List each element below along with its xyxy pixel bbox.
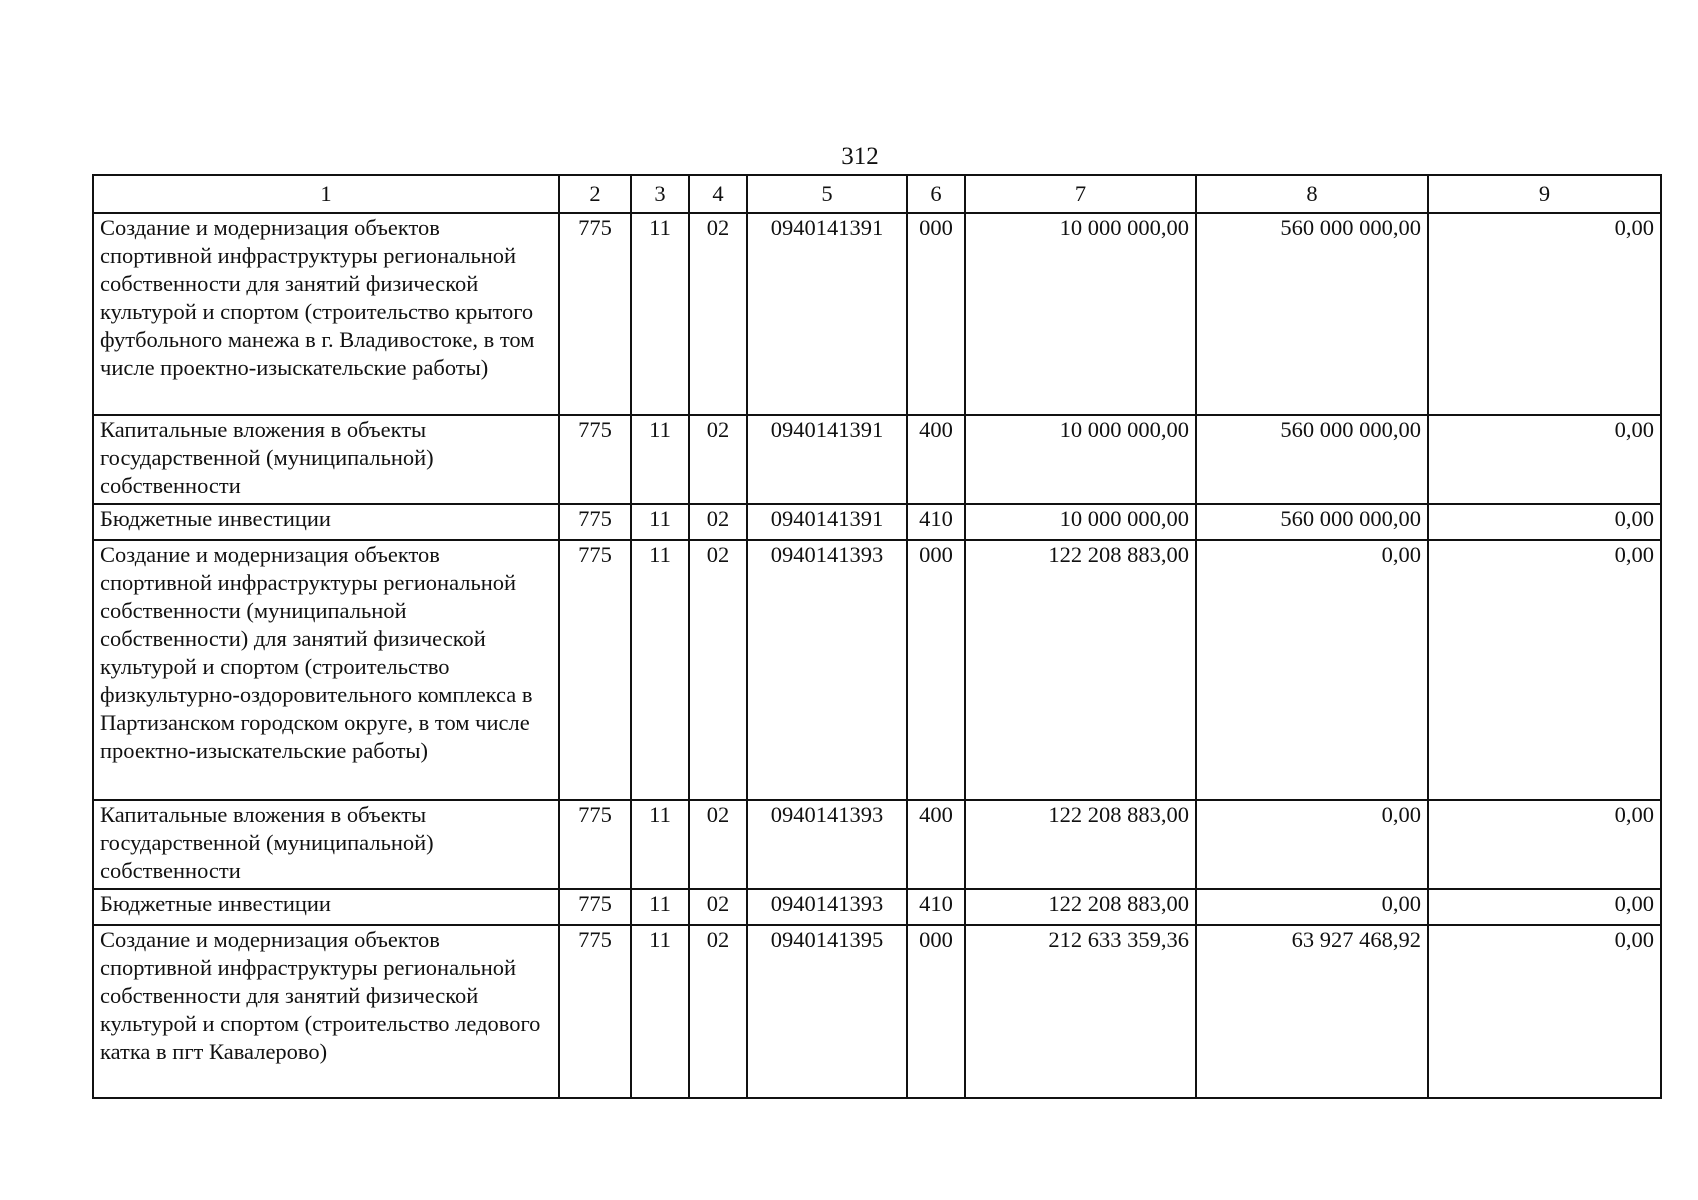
expense-type-code: 410 xyxy=(907,504,965,540)
ministry-code: 775 xyxy=(559,504,631,540)
table-row xyxy=(93,889,1661,925)
ministry-code: 775 xyxy=(559,213,631,415)
subsection-code: 02 xyxy=(689,213,747,415)
amount-col-8: 560 000 000,00 xyxy=(1196,504,1428,540)
section-code: 11 xyxy=(631,540,689,800)
amount-col-8: 0,00 xyxy=(1196,540,1428,800)
table-row xyxy=(93,925,1661,1098)
target-article-code: 0940141391 xyxy=(747,213,907,415)
section-code: 11 xyxy=(631,213,689,415)
table-row xyxy=(93,415,1661,504)
header-col-3: 3 xyxy=(631,175,689,213)
amount-col-9: 0,00 xyxy=(1428,504,1661,540)
subsection-code: 02 xyxy=(689,889,747,925)
amount-col-7: 10 000 000,00 xyxy=(965,415,1196,504)
subsection-code: 02 xyxy=(689,415,747,504)
target-article-code: 0940141391 xyxy=(747,504,907,540)
section-code: 11 xyxy=(631,415,689,504)
expense-type-code: 000 xyxy=(907,540,965,800)
table-row xyxy=(93,540,1661,800)
amount-col-9: 0,00 xyxy=(1428,889,1661,925)
ministry-code: 775 xyxy=(559,540,631,800)
amount-col-7: 10 000 000,00 xyxy=(965,213,1196,415)
header-col-4: 4 xyxy=(689,175,747,213)
row-name: Бюджетные инвестиции xyxy=(93,504,559,540)
amount-col-7: 10 000 000,00 xyxy=(965,504,1196,540)
ministry-code: 775 xyxy=(559,415,631,504)
ministry-code: 775 xyxy=(559,889,631,925)
row-name: Капитальные вложения в объекты государственной (муниципальной) собственности xyxy=(93,800,559,889)
target-article-code: 0940141393 xyxy=(747,889,907,925)
amount-col-7: 122 208 883,00 xyxy=(965,889,1196,925)
amount-col-8: 0,00 xyxy=(1196,889,1428,925)
subsection-code: 02 xyxy=(689,925,747,1098)
amount-col-9: 0,00 xyxy=(1428,800,1661,889)
row-name: Капитальные вложения в объекты государственной (муниципальной) собственности xyxy=(93,415,559,504)
amount-col-8: 560 000 000,00 xyxy=(1196,415,1428,504)
header-col-7: 7 xyxy=(965,175,1196,213)
amount-col-8: 0,00 xyxy=(1196,800,1428,889)
amount-col-7: 122 208 883,00 xyxy=(965,800,1196,889)
table-row xyxy=(93,504,1661,540)
amount-col-8: 63 927 468,92 xyxy=(1196,925,1428,1098)
header-col-1: 1 xyxy=(93,175,559,213)
target-article-code: 0940141393 xyxy=(747,540,907,800)
row-name: Создание и модернизация объектов спортивной инфраструктуры региональной собственности для занятий физической культурой и спортом (строительство крытого футбольного манежа в г. Владивостоке, в том числе проектно-изыскательские работы) xyxy=(93,213,559,415)
budget-table xyxy=(92,174,1662,1099)
header-col-2: 2 xyxy=(559,175,631,213)
amount-col-7: 212 633 359,36 xyxy=(965,925,1196,1098)
expense-type-code: 000 xyxy=(907,213,965,415)
row-name: Создание и модернизация объектов спортивной инфраструктуры региональной собственности для занятий физической культурой и спортом (строительство ледового катка в пгт Кавалерово) xyxy=(93,925,559,1098)
page-number: 312 xyxy=(841,143,879,170)
target-article-code: 0940141393 xyxy=(747,800,907,889)
expense-type-code: 000 xyxy=(907,925,965,1098)
row-name: Создание и модернизация объектов спортивной инфраструктуры региональной собственности (муниципальной собственности) для занятий физической культурой и спортом (строительство физкультурно-оздоровительного комплекса в Партизанском городском округе, в том числе проектно-изыскательские работы) xyxy=(93,540,559,800)
subsection-code: 02 xyxy=(689,800,747,889)
amount-col-9: 0,00 xyxy=(1428,415,1661,504)
subsection-code: 02 xyxy=(689,540,747,800)
section-code: 11 xyxy=(631,925,689,1098)
target-article-code: 0940141391 xyxy=(747,415,907,504)
section-code: 11 xyxy=(631,800,689,889)
amount-col-9: 0,00 xyxy=(1428,213,1661,415)
header-col-6: 6 xyxy=(907,175,965,213)
table-row xyxy=(93,213,1661,415)
header-col-9: 9 xyxy=(1428,175,1661,213)
header-col-5: 5 xyxy=(747,175,907,213)
target-article-code: 0940141395 xyxy=(747,925,907,1098)
amount-col-9: 0,00 xyxy=(1428,540,1661,800)
section-code: 11 xyxy=(631,889,689,925)
expense-type-code: 400 xyxy=(907,415,965,504)
subsection-code: 02 xyxy=(689,504,747,540)
amount-col-7: 122 208 883,00 xyxy=(965,540,1196,800)
section-code: 11 xyxy=(631,504,689,540)
header-row xyxy=(93,175,1661,213)
ministry-code: 775 xyxy=(559,800,631,889)
amount-col-8: 560 000 000,00 xyxy=(1196,213,1428,415)
header-col-8: 8 xyxy=(1196,175,1428,213)
table-row xyxy=(93,800,1661,889)
amount-col-9: 0,00 xyxy=(1428,925,1661,1098)
row-name: Бюджетные инвестиции xyxy=(93,889,559,925)
ministry-code: 775 xyxy=(559,925,631,1098)
expense-type-code: 410 xyxy=(907,889,965,925)
expense-type-code: 400 xyxy=(907,800,965,889)
